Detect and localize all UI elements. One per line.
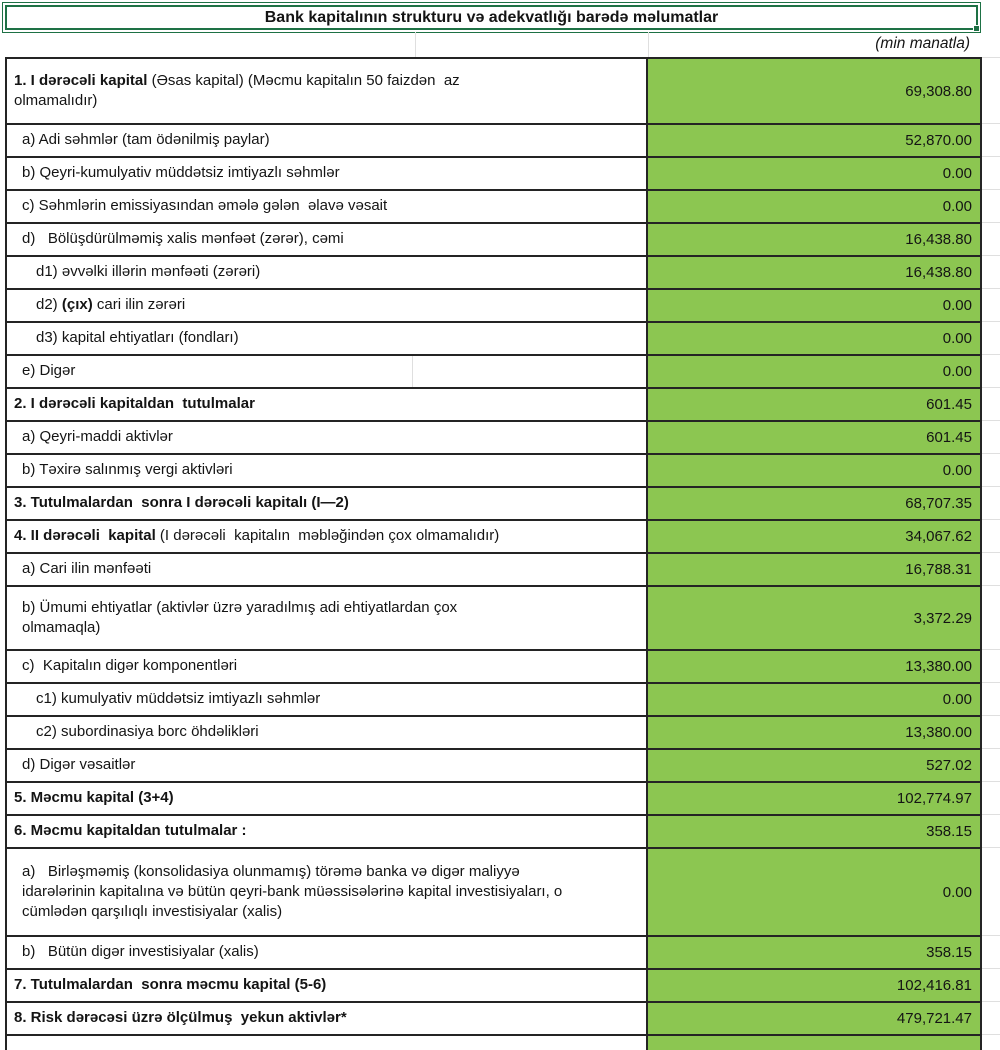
row-label-text: d1) əvvəlki illərin mənfəəti (zərəri) (36, 263, 261, 281)
row-label[interactable] (5, 387, 648, 420)
table-row (5, 156, 1000, 189)
gridline-strip (982, 486, 1000, 519)
row-label-text: d2) (çıx) cari ilin zərəri (36, 296, 186, 314)
row-value[interactable] (648, 453, 982, 486)
row-label-text: a) Adi səhmlər (tam ödənilmiş paylar) (22, 131, 270, 149)
row-label[interactable] (5, 585, 648, 649)
row-value-text: 0.00 (942, 691, 972, 708)
table-row (5, 682, 1000, 715)
row-label[interactable] (5, 1001, 648, 1034)
row-label[interactable] (5, 288, 648, 321)
row-value-text: 102,774.97 (896, 790, 972, 807)
row-value-text: 479,721.47 (896, 1010, 972, 1027)
row-value[interactable] (648, 1034, 982, 1050)
table-row (5, 222, 1000, 255)
row-label-text: b) Ümumi ehtiyatlar (aktivlər üzrə yaradılmış adi ehtiyatlardan çox olmamaqla) (22, 598, 462, 636)
gridline-strip (982, 453, 1000, 486)
table-row (5, 1001, 1000, 1034)
row-label-text: 6. Məcmu kapitaldan tutulmalar : (14, 822, 247, 840)
gridline-strip (982, 748, 1000, 781)
row-value[interactable] (648, 387, 982, 420)
gridline-strip (982, 255, 1000, 288)
capital-table (5, 57, 1000, 1034)
gridline-strip (982, 552, 1000, 585)
row-value[interactable] (648, 585, 982, 649)
table-row (5, 354, 1000, 387)
gridline-strip (982, 585, 1000, 649)
row-value-text: 0.00 (942, 363, 972, 380)
row-value[interactable] (648, 748, 982, 781)
row-value-text: 13,380.00 (905, 724, 972, 741)
row-value[interactable] (648, 781, 982, 814)
row-label-text: a) Birləşməmiş (konsolidasiya olunmamış) törəmə banka və digər maliyyə idarələrinin kapitalına və bütün qeyri-bank müəssisələrinə kapital investisiyaları, o cümlədən qarşılıqlı investisiyalar (xalis) (22, 862, 567, 921)
table-row (5, 189, 1000, 222)
row-value[interactable] (648, 968, 982, 1001)
row-value-text: 527.02 (926, 757, 972, 774)
page-title: Bank kapitalının strukturu və adekvatlığı barədə məlumatlar (264, 8, 719, 26)
row-label[interactable] (5, 321, 648, 354)
table-row (5, 453, 1000, 486)
table-title-cell[interactable] (5, 5, 978, 30)
row-value-text: 13,380.00 (905, 658, 972, 675)
row-label[interactable] (5, 189, 648, 222)
gridline (648, 32, 649, 57)
gridline-strip (982, 814, 1000, 847)
row-label-text: c1) kumulyativ müddətsiz imtiyazlı səhmlər (36, 690, 321, 708)
gridline-strip (982, 649, 1000, 682)
row-label[interactable] (5, 814, 648, 847)
table-row (5, 968, 1000, 1001)
table-row (5, 847, 1000, 935)
row-value-text: 68,707.35 (905, 495, 972, 512)
row-value[interactable] (648, 519, 982, 552)
row-label[interactable] (5, 156, 648, 189)
row-value-text: 0.00 (942, 883, 972, 901)
row-value-text: 0.00 (942, 297, 972, 314)
table-row (5, 649, 1000, 682)
gridline-strip (982, 420, 1000, 453)
gridline-strip (982, 156, 1000, 189)
row-value-text: 601.45 (926, 396, 972, 413)
row-label[interactable] (5, 715, 648, 748)
row-value-text: 0.00 (942, 165, 972, 182)
units-note: (min manatla) (875, 34, 970, 52)
table-row (5, 387, 1000, 420)
table-row (5, 748, 1000, 781)
gridline-strip (982, 288, 1000, 321)
row-value[interactable] (648, 156, 982, 189)
row-value-text: 601.45 (926, 429, 972, 446)
row-label[interactable] (5, 519, 648, 552)
row-value[interactable] (648, 1001, 982, 1034)
row-label-text: c2) subordinasiya borc öhdəlikləri (36, 723, 259, 741)
row-value-text: 69,308.80 (905, 82, 972, 100)
gridline-strip (982, 321, 1000, 354)
row-label-text: e) Digər (22, 362, 76, 380)
row-label[interactable] (5, 420, 648, 453)
row-label-text: d) Bölüşdürülməmiş xalis mənfəət (zərər), cəmi (22, 230, 344, 248)
gridline-strip (982, 123, 1000, 156)
row-value[interactable] (648, 189, 982, 222)
gridline-strip (982, 222, 1000, 255)
table-row (5, 519, 1000, 552)
table-row (5, 57, 1000, 123)
row-value[interactable] (648, 552, 982, 585)
row-value[interactable] (648, 715, 982, 748)
row-value[interactable] (648, 486, 982, 519)
row-label-text: 2. I dərəcəli kapitaldan tutulmalar (14, 395, 255, 413)
row-label-text: 8. Risk dərəcəsi üzrə ölçülmuş yekun aktivlər* (14, 1009, 347, 1027)
row-label[interactable] (5, 486, 648, 519)
row-value-text: 16,438.80 (905, 231, 972, 248)
row-value[interactable] (648, 420, 982, 453)
units-note-row (5, 30, 982, 57)
table-row (5, 715, 1000, 748)
row-label-text: b) Bütün digər investisiyalar (xalis) (22, 943, 259, 961)
gridline-strip (982, 189, 1000, 222)
gridline-strip (982, 715, 1000, 748)
row-value-text: 16,788.31 (905, 561, 972, 578)
table-row (5, 486, 1000, 519)
row-label[interactable] (5, 1034, 648, 1050)
row-label[interactable] (5, 847, 648, 935)
row-label-text: 4. II dərəcəli kapital (I dərəcəli kapitalın məbləğindən çox olmamalıdır) (14, 527, 500, 545)
table-row (5, 585, 1000, 649)
row-value[interactable] (648, 222, 982, 255)
row-label-text: 3. Tutulmalardan sonra I dərəcəli kapitalı (I—2) (14, 494, 349, 512)
table-row (5, 255, 1000, 288)
row-value-text: 16,438.80 (905, 264, 972, 281)
row-label[interactable] (5, 222, 648, 255)
row-value[interactable] (648, 649, 982, 682)
row-label[interactable] (5, 781, 648, 814)
row-value[interactable] (648, 123, 982, 156)
gridline-strip (982, 57, 1000, 123)
row-value[interactable] (648, 935, 982, 968)
row-label-text: b) Qeyri-kumulyativ müddətsiz imtiyazlı səhmlər (22, 164, 340, 182)
table-row (5, 288, 1000, 321)
row-value[interactable] (648, 57, 982, 123)
table-row (5, 781, 1000, 814)
row-label[interactable] (5, 57, 648, 123)
row-value[interactable] (648, 814, 982, 847)
row-label[interactable] (5, 935, 648, 968)
row-value-text: 52,870.00 (905, 132, 972, 149)
row-value[interactable] (648, 321, 982, 354)
gridline-strip (982, 354, 1000, 387)
row-label-text: a) Qeyri-maddi aktivlər (22, 428, 173, 446)
row-label[interactable] (5, 453, 648, 486)
row-value-text: 102,416.81 (896, 977, 972, 994)
row-label-text: 5. Məcmu kapital (3+4) (14, 789, 174, 807)
gridline-strip (982, 935, 1000, 968)
gridline-strip (982, 387, 1000, 420)
row-label[interactable] (5, 552, 648, 585)
table-row (5, 814, 1000, 847)
row-label[interactable] (5, 968, 648, 1001)
row-value-text: 34,067.62 (905, 528, 972, 545)
row-value-text: 0.00 (942, 198, 972, 215)
row-label[interactable] (5, 123, 648, 156)
row-value[interactable] (648, 847, 982, 935)
row-value-text: 0.00 (942, 462, 972, 479)
table-row (5, 552, 1000, 585)
row-value-text: 3,372.29 (913, 609, 972, 627)
row-label[interactable] (5, 255, 648, 288)
table-row (5, 321, 1000, 354)
row-value-text: 358.15 (926, 823, 972, 840)
table-row (5, 123, 1000, 156)
row-label-text: c) Səhmlərin emissiyasından əmələ gələn əlavə vəsait (22, 197, 388, 215)
row-label[interactable] (5, 682, 648, 715)
row-value[interactable] (648, 682, 982, 715)
gridline-strip (982, 968, 1000, 1001)
partial-row (5, 1034, 1000, 1050)
row-value[interactable] (648, 255, 982, 288)
gridline (415, 32, 416, 57)
row-label-text: d) Digər vəsaitlər (22, 756, 136, 774)
row-value-text: 0.00 (942, 330, 972, 347)
row-label-text: 1. I dərəcəli kapital (Əsas kapital) (Məcmu kapitalın 50 faizdən az olmamalıdır) (14, 71, 464, 109)
row-label-text: b) Təxirə salınmış vergi aktivləri (22, 461, 233, 479)
gridline-strip (982, 682, 1000, 715)
row-value[interactable] (648, 288, 982, 321)
row-label-text: c) Kapitalın digər komponentləri (22, 657, 238, 675)
row-label-text: d3) kapital ehtiyatları (fondları) (36, 329, 239, 347)
row-label[interactable] (5, 649, 648, 682)
gridline-strip (982, 1034, 1000, 1050)
gridline-strip (982, 847, 1000, 935)
row-label[interactable] (5, 748, 648, 781)
row-label-text: 7. Tutulmalardan sonra məcmu kapital (5-6) (14, 976, 327, 994)
gridline-strip (982, 519, 1000, 552)
table-row (5, 935, 1000, 968)
row-value[interactable] (648, 354, 982, 387)
table-row (5, 420, 1000, 453)
row-label[interactable] (5, 354, 648, 387)
gridline-strip (982, 781, 1000, 814)
row-value-text: 358.15 (926, 944, 972, 961)
row-label-text: a) Cari ilin mənfəəti (22, 560, 152, 578)
gridline-strip (982, 1001, 1000, 1034)
